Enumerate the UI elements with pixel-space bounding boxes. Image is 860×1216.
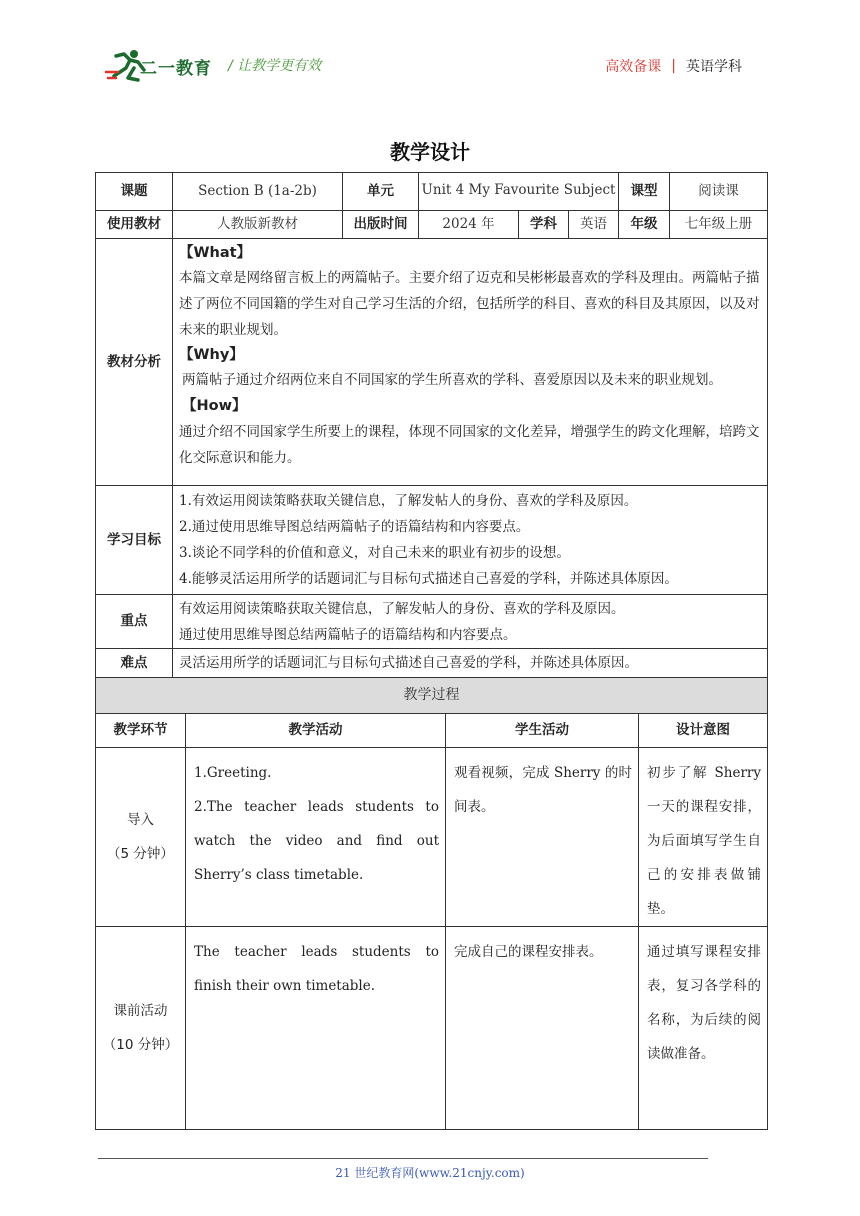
- purpose-cell: 初步了解 Sherry 一天的课程安排，为后面填写学生自己的安排表做铺垫。: [639, 748, 768, 927]
- key-point-item: 有效运用阅读策略获取关键信息，了解发帖人的身份、喜欢的学科及原因。: [179, 600, 625, 617]
- topic-label: 课题: [96, 173, 173, 211]
- stage-time: （5 分钟）: [107, 846, 174, 862]
- student-activity-cell: 观看视频，完成 Sherry 的时间表。: [446, 748, 639, 927]
- table-row: [96, 927, 768, 1130]
- how-heading: 【How】: [182, 398, 247, 414]
- stage-cell: [96, 927, 186, 1130]
- footer-divider: [98, 1158, 708, 1159]
- header-right: [605, 56, 742, 76]
- how-text: 通过介绍不同国家学生所要上的课程，体现不同国家的文化差异，增强学生的跨文化理解，培跨文化交际意识和能力。: [179, 424, 760, 466]
- goal-item: 4.能够灵活运用所学的话题词汇与目标句式描述自己喜爱的学科，并陈述具体原因。: [179, 571, 678, 587]
- stage-name: 导入: [127, 812, 154, 828]
- analysis-label: 教材分析: [96, 239, 173, 486]
- pubtime-value: 2024 年: [419, 211, 519, 239]
- process-heading: 教学过程: [96, 678, 768, 714]
- teacher-activity-line: The teacher leads students to finish their own timetable.: [194, 944, 439, 994]
- pubtime-label: 出版时间: [343, 211, 419, 239]
- teacher-activity-cell: [186, 927, 446, 1130]
- subject-value: 英语: [569, 211, 619, 239]
- header-tag-subject: 英语学科: [686, 59, 742, 75]
- info-table: [95, 172, 768, 678]
- logo-text: 二一教育: [140, 59, 212, 79]
- key-point-item: 通过使用思维导图总结两篇帖子的语篇结构和内容要点。: [179, 626, 517, 643]
- teacher-activity-cell: [186, 748, 446, 927]
- subject-label: 学科: [519, 211, 569, 239]
- stage-time: （10 分钟）: [102, 1037, 179, 1053]
- key-points-content: [173, 595, 768, 649]
- stage-cell: [96, 748, 186, 927]
- goals-content: [173, 486, 768, 595]
- grade-value: 七年级上册: [670, 211, 768, 239]
- goal-item: 3.谈论不同学科的价值和意义，对自己未来的职业有初步的设想。: [179, 545, 570, 561]
- process-table: [95, 677, 768, 1130]
- type-label: 课型: [619, 173, 670, 211]
- teacher-activity-line: 1.Greeting.: [194, 765, 272, 781]
- why-text: 两篇帖子通过介绍两位来自不同国家的学生所喜欢的学科、喜爱原因以及未来的职业规划。: [182, 372, 722, 388]
- goals-label: 学习目标: [96, 486, 173, 595]
- col-teacher-header: 教学活动: [186, 714, 446, 748]
- goal-item: 2.通过使用思维导图总结两篇帖子的语篇结构和内容要点。: [179, 519, 530, 535]
- type-value: 阅读课: [670, 173, 768, 211]
- table-row: [96, 748, 768, 927]
- unit-value: Unit 4 My Favourite Subject: [419, 173, 619, 211]
- page-header: [0, 0, 860, 110]
- purpose-cell: 通过填写课程安排表，复习各学科的名称，为后续的阅读做准备。: [639, 927, 768, 1130]
- grade-label: 年级: [619, 211, 670, 239]
- col-purpose-header: 设计意图: [639, 714, 768, 748]
- why-heading: 【Why】: [179, 347, 244, 363]
- header-tag-prep: 高效备课: [605, 59, 662, 75]
- difficult-text: 灵活运用所学的话题词汇与目标句式描述自己喜爱的学科，并陈述具体原因。: [173, 649, 768, 678]
- teacher-activity-line: 2.The teacher leads students to watch the video and find out Sherry’s class timetable.: [194, 799, 439, 883]
- textbook-label: 使用教材: [96, 211, 173, 239]
- unit-label: 单元: [343, 173, 419, 211]
- analysis-content: [173, 239, 768, 486]
- goal-item: 1.有效运用阅读策略获取关键信息，了解发帖人的身份、喜欢的学科及原因。: [179, 493, 638, 509]
- textbook-value: 人教版新教材: [173, 211, 343, 239]
- col-stage-header: 教学环节: [96, 714, 186, 748]
- what-heading: 【What】: [179, 245, 252, 261]
- what-text: 本篇文章是网络留言板上的两篇帖子。主要介绍了迈克和吴彬彬最喜欢的学科及理由。两篇帖子描述了两位不同国籍的学生对自己学习生活的介绍，包括所学的科目、喜欢的科目及其原因，以及对未来的职业规划。: [179, 270, 760, 338]
- student-activity-cell: 完成自己的课程安排表。: [446, 927, 639, 1130]
- col-student-header: 学生活动: [446, 714, 639, 748]
- document-title: 教学设计: [390, 140, 470, 164]
- header-slogan: / 让教学更有效: [228, 58, 322, 74]
- header-separator: |: [671, 58, 676, 74]
- stage-name: 课前活动: [113, 1003, 168, 1019]
- key-points-label: 重点: [96, 595, 173, 649]
- topic-value: Section B (1a-2b): [173, 173, 343, 211]
- difficult-label: 难点: [96, 649, 173, 678]
- footer-link[interactable]: 21 世纪教育网(www.21cnjy.com): [335, 1166, 525, 1180]
